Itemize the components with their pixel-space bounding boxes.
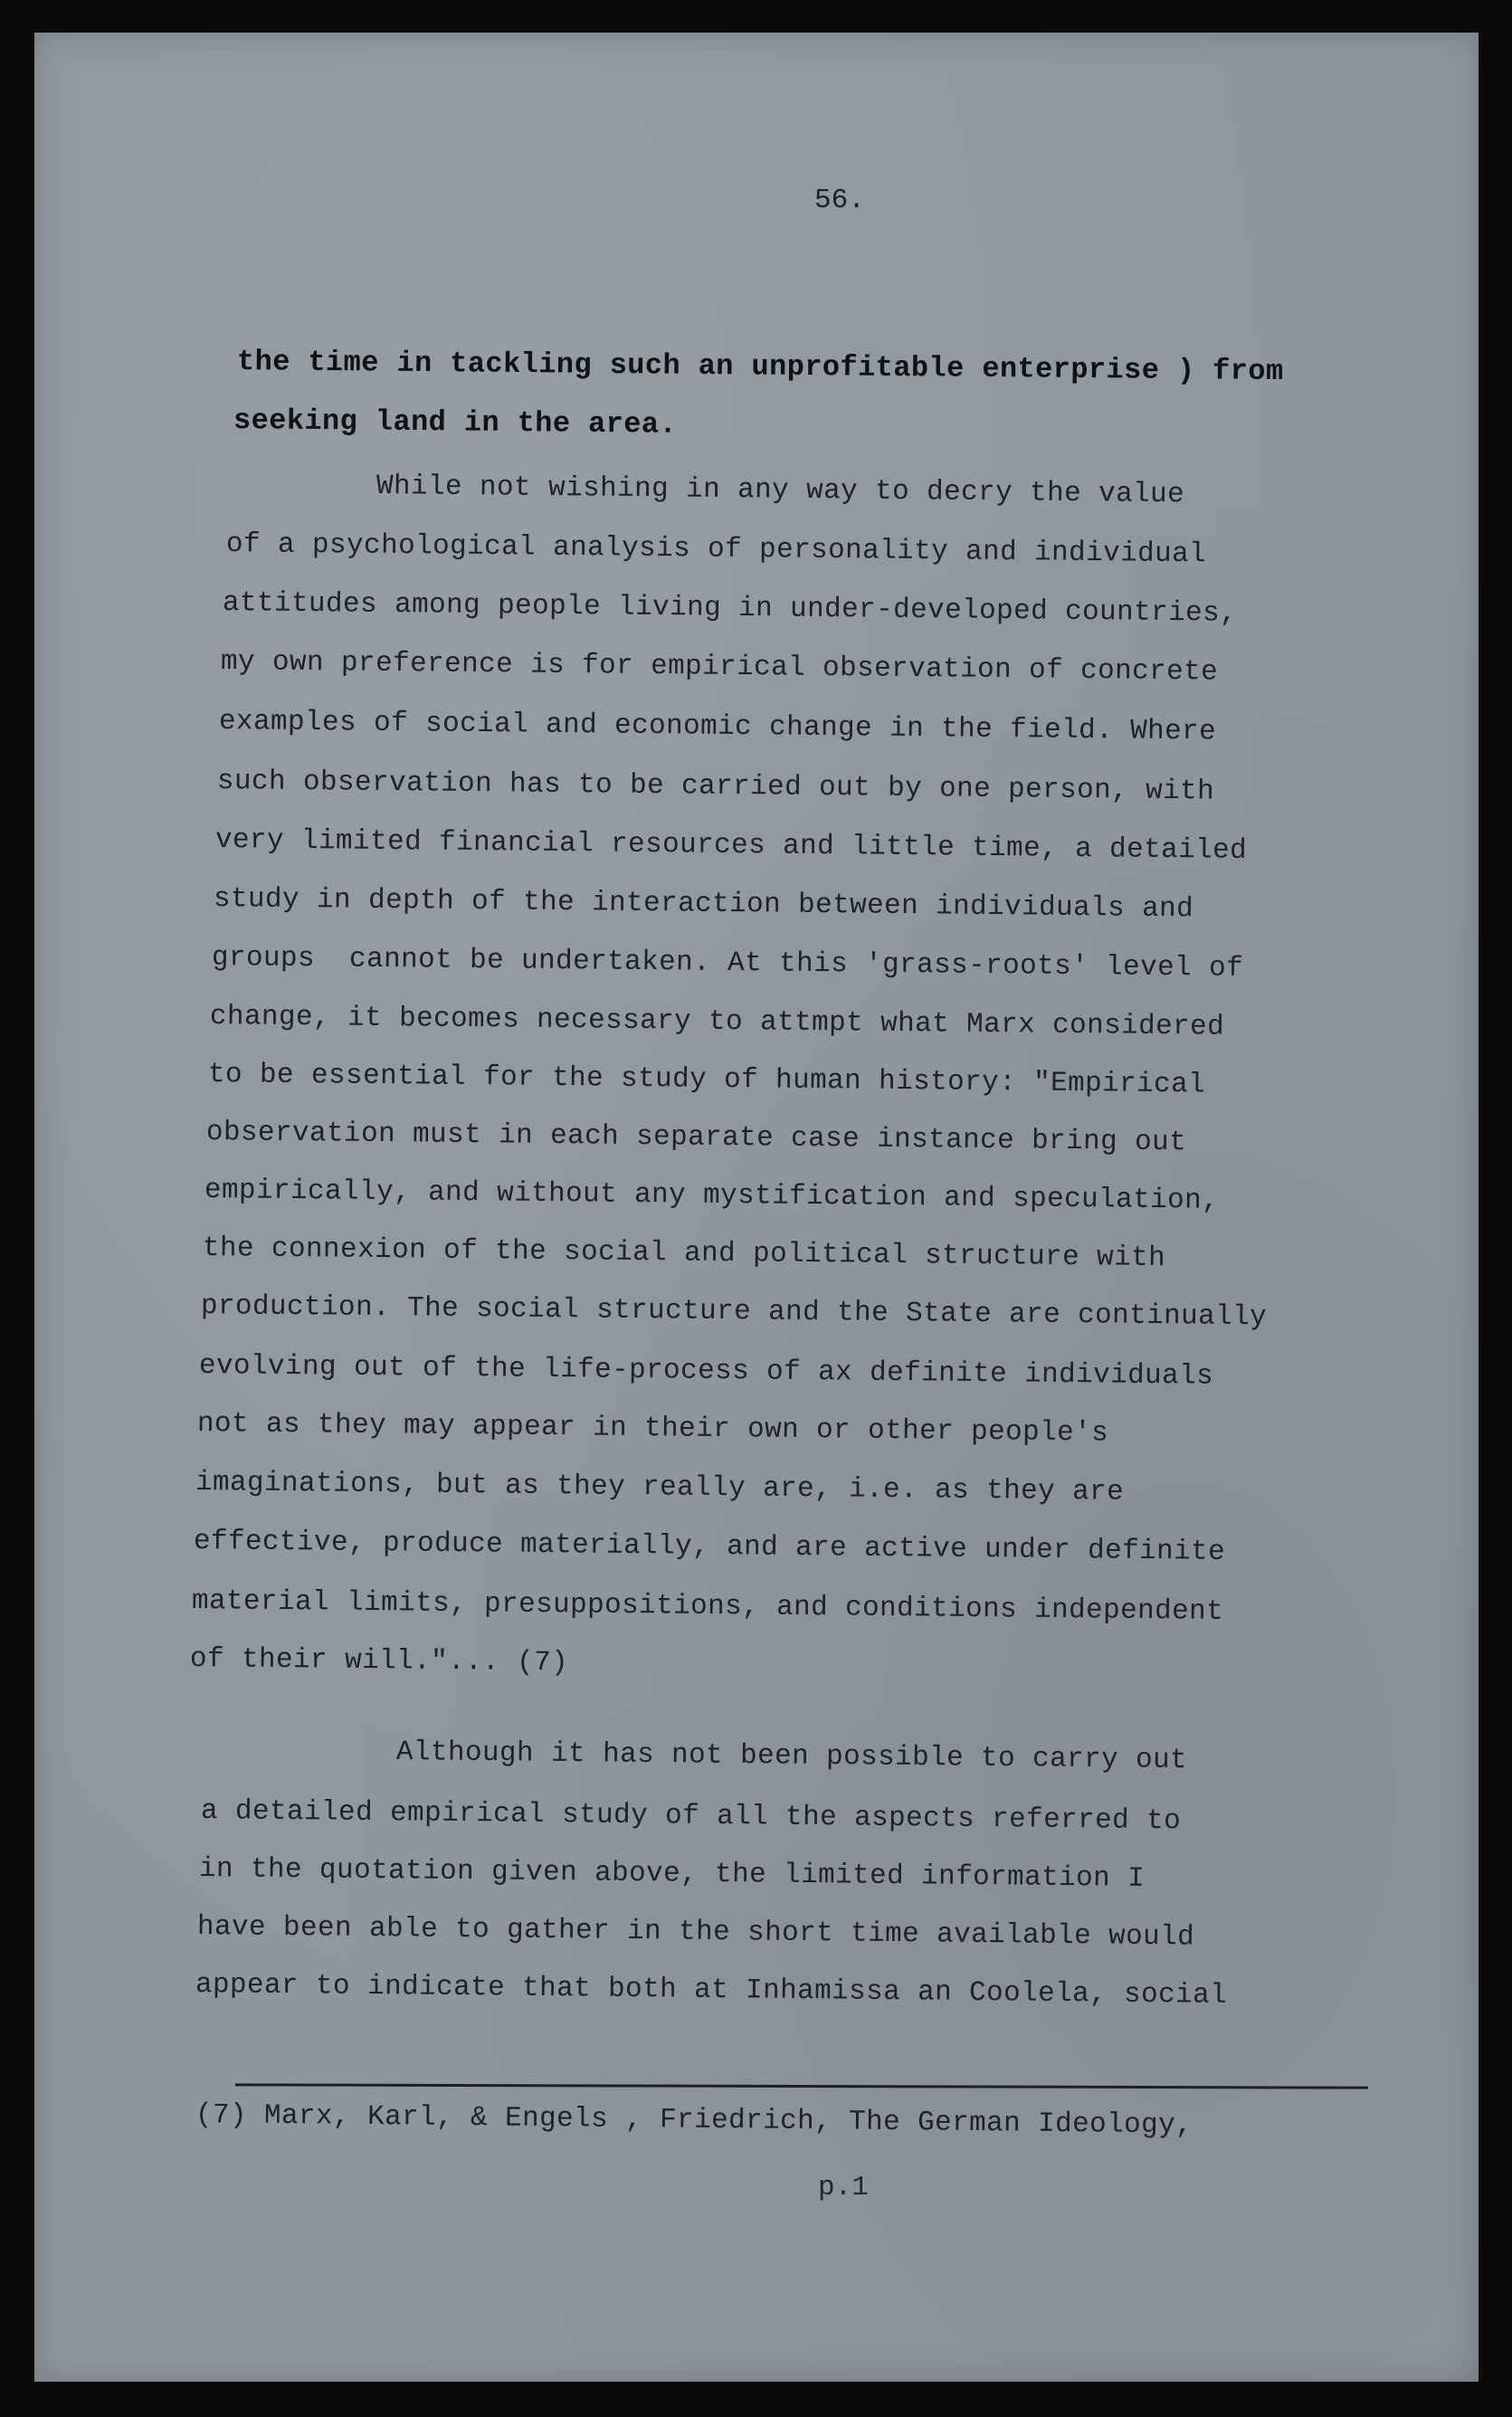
text-line: to be essential for the study of human history: "Empirical [207,1059,1206,1101]
text-line: effective, produce materially, and are active under definite [193,1526,1226,1568]
text-line: such observation has to be carried out by one person, with [216,766,1215,808]
text-line: the time in tackling such an unprofitable enterprise ) from [236,345,1284,389]
text-line: observation must in each separate case instance bring out [205,1117,1187,1159]
text-line: production. The social structure and the State are continually [200,1290,1268,1334]
text-line: my own preference is for empirical observation of concrete [220,646,1219,689]
text-line: groups cannot be undertaken. At this 'grass-roots' level of [211,942,1244,985]
footnote-divider [235,2083,1368,2089]
text-line: examples of social and economic change in the field. Where [218,706,1217,748]
text-line: empirically, and without any mystification and speculation, [204,1175,1220,1217]
text-line: appear to indicate that both at Inhamissa an Coolela, social [195,1969,1228,2012]
text-line: Although it has not been possible to carry out [395,1737,1188,1777]
text-line: a detailed empirical study of all the aspects referred to [200,1795,1182,1838]
text-line: material limits, presuppositions, and conditions independent [191,1585,1224,1628]
text-line: not as they may appear in their own or other people's [196,1408,1109,1450]
page-number: 56. [814,185,865,216]
text-line: of their will."... (7) [189,1643,569,1680]
text-line: While not wishing in any way to decry the value [376,471,1185,511]
text-line: very limited financial resources and little time, a detailed [214,824,1248,867]
text-line: imaginations, but as they really are, i.e. as they are [195,1467,1125,1508]
text-line: study in depth of the interaction between individuals and [213,883,1194,926]
text-line: in the quotation given above, the limited information I [198,1853,1146,1895]
footnote-text: (7) Marx, Karl, & Engels , Friedrich, The German Ideology, [195,2099,1193,2142]
typewritten-page [34,33,1479,2382]
text-line: the connexion of the social and political structure with [202,1232,1166,1275]
text-line: have been able to gather in the short time available would [196,1911,1195,1954]
text-line: seeking land in the area. [233,404,678,442]
footnote-page-ref: p.1 [818,2172,869,2203]
text-line: evolving out of the life-process of ax definite individuals [198,1350,1214,1393]
text-line: attitudes among people living in under-developed countries, [222,587,1238,630]
text-line: of a psychological analysis of personality and individual [225,528,1207,571]
text-line: change, it becomes necessary to attmpt what Marx considered [209,1001,1225,1043]
